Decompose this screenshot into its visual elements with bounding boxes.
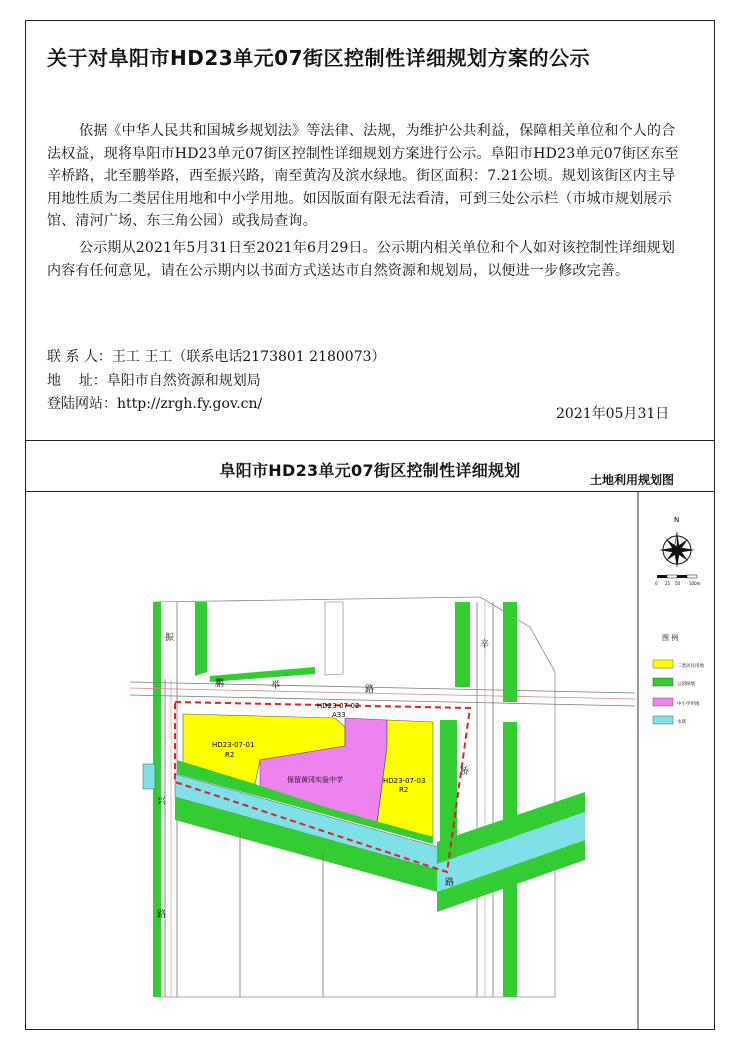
legend-label-park: 公园绿地 <box>677 682 695 687</box>
website-link[interactable]: http://zrgh.fy.gov.cn/ <box>117 396 263 412</box>
road-label-xing: 兴 <box>157 797 167 807</box>
road-label-lu-north: 路 <box>365 685 375 695</box>
website-line <box>47 393 262 413</box>
legend-label-water: 水域 <box>677 720 686 725</box>
map-title: 阜阳市HD23单元07街区控制性详细规划 <box>219 461 521 480</box>
address-value: 阜阳市自然资源和规划局 <box>106 373 261 389</box>
road-label-peng: 鹏 <box>215 679 225 689</box>
legend-label-school: 中小学用地 <box>677 702 700 707</box>
website-label: 登陆网站： <box>47 396 117 412</box>
legend <box>653 633 704 725</box>
road-label-qiao: 桥 <box>460 767 470 777</box>
parcel-03-type: R2 <box>399 786 409 794</box>
legend-swatch-residential <box>653 660 673 668</box>
notice-paragraph-1: 依据《中华人民共和国城乡规划法》等法律、法规，为维护公共利益，保障相关单位和个人的合法权益，现将阜阳市HD23单元07街区控制性详细规划方案进行公示。阜阳市HD23单元07街区东至辛桥路，北至鹏举路，西至振兴路，南至黄沟及滨水绿地。街区面积：7.21公顷。规划该街区内主导用地性质为二类居住用地和中小学用地。如因版面有限无法看清，可到三处公示栏（市城市规划展示馆、清河广场、东三角公园）或我局查询。 <box>47 123 679 229</box>
road-label-ju: 举 <box>271 681 281 691</box>
contact-line <box>47 346 386 366</box>
notice-paragraph-2: 公示期从2021年5月31日至2021年6月29日。公示期内相关单位和个人如对该控制性详细规划内容有任何意见，请在公示期内以书面方式送达市自然资源和规划局，以便进一步修改完善。 <box>47 240 676 279</box>
contact-value: 王工 王工（联系电话2173801 2180073） <box>111 349 386 365</box>
scale-label-0: 0 <box>655 581 658 586</box>
north-label: N <box>674 516 680 524</box>
road-label-xin: 辛 <box>480 640 490 650</box>
parcel-01-type: R2 <box>225 751 235 759</box>
parcel-02-code: HD23-07-02 <box>317 702 360 710</box>
address-label: 地 址： <box>47 373 107 389</box>
school-name: 保留黄冈实验中学 <box>287 776 343 784</box>
scale-label-25: 25 <box>665 581 671 586</box>
legend-title: 图 例 <box>662 634 679 642</box>
parcel-01-code: HD23-07-01 <box>212 741 255 749</box>
scale-label-100m: 100m <box>689 581 701 586</box>
contact-label: 联 系 人： <box>47 349 112 365</box>
road-label-zhen: 振 <box>165 633 175 643</box>
scale-label-50: 50 <box>675 581 681 586</box>
scale-bar <box>657 575 697 578</box>
road-label-lu-east: 路 <box>445 878 455 888</box>
compass-rose-icon <box>659 532 695 568</box>
land-use-map <box>25 492 715 1030</box>
map-subtitle: 土地利用规划图 <box>590 473 675 487</box>
legend-swatch-park <box>653 678 673 686</box>
address-line <box>47 370 261 390</box>
legend-swatch-school <box>653 698 673 706</box>
legend-label-residential: 二类居住用地 <box>677 664 704 669</box>
section-divider <box>25 440 715 441</box>
parcel-02-type: A33 <box>332 711 346 719</box>
notice-title: 关于对阜阳市HD23单元07街区控制性详细规划方案的公示 <box>47 46 591 70</box>
parcel-03-code: HD23-07-03 <box>383 777 426 785</box>
notice-date: 2021年05月31日 <box>556 406 670 422</box>
road-label-lu-west: 路 <box>157 910 167 920</box>
legend-swatch-water <box>653 716 673 724</box>
